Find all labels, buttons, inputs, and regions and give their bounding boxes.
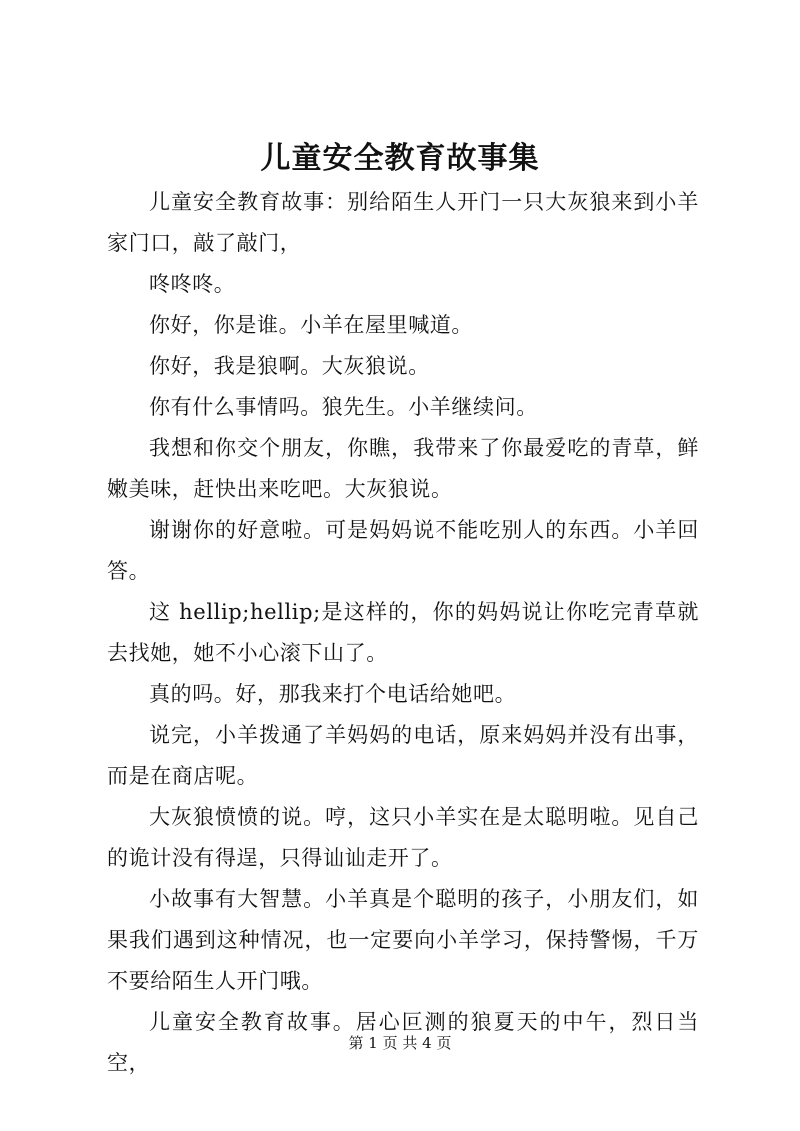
paragraph: 儿童安全教育故事：别给陌生人开门一只大灰狼来到小羊家门口，敲了敲门， <box>107 190 699 255</box>
document-body <box>107 182 699 1084</box>
document-title: 儿童安全教育故事集 <box>260 141 540 176</box>
paragraph: 你好，我是狼啊。大灰狼说。 <box>149 354 430 378</box>
paragraph: 你好，你是谁。小羊在屋里喊道。 <box>149 313 473 337</box>
paragraph: 这 hellip;hellip;是这样的，你的妈妈说让你吃完青草就去找她，她不小心滚下山了。 <box>107 600 699 665</box>
paragraph: 说完，小羊拨通了羊妈妈的电话，原来妈妈并没有出事，而是在商店呢。 <box>107 723 699 788</box>
paragraph: 我想和你交个朋友，你瞧，我带来了你最爱吃的青草，鲜嫩美味，赶快出来吃吧。大灰狼说。 <box>107 436 699 501</box>
paragraph: 谢谢你的好意啦。可是妈妈说不能吃别人的东西。小羊回答。 <box>107 518 699 583</box>
paragraph: 咚咚咚。 <box>149 272 236 296</box>
paragraph: 大灰狼愤愤的说。哼，这只小羊实在是太聪明啦。见自己的诡计没有得逞，只得讪讪走开了。 <box>107 805 699 870</box>
paragraph: 你有什么事情吗。狼先生。小羊继续问。 <box>149 395 538 419</box>
paragraph: 儿童安全教育故事。居心叵测的狼夏天的中午，烈日当空， <box>107 1010 699 1075</box>
paragraph: 真的吗。好，那我来打个电话给她吧。 <box>149 682 517 706</box>
page-footer: 第 1 页 共 4 页 <box>348 1034 452 1052</box>
paragraph: 小故事有大智慧。小羊真是个聪明的孩子，小朋友们，如果我们遇到这种情况，也一定要向小羊学习，保持警惕，千万不要给陌生人开门哦。 <box>107 887 699 993</box>
